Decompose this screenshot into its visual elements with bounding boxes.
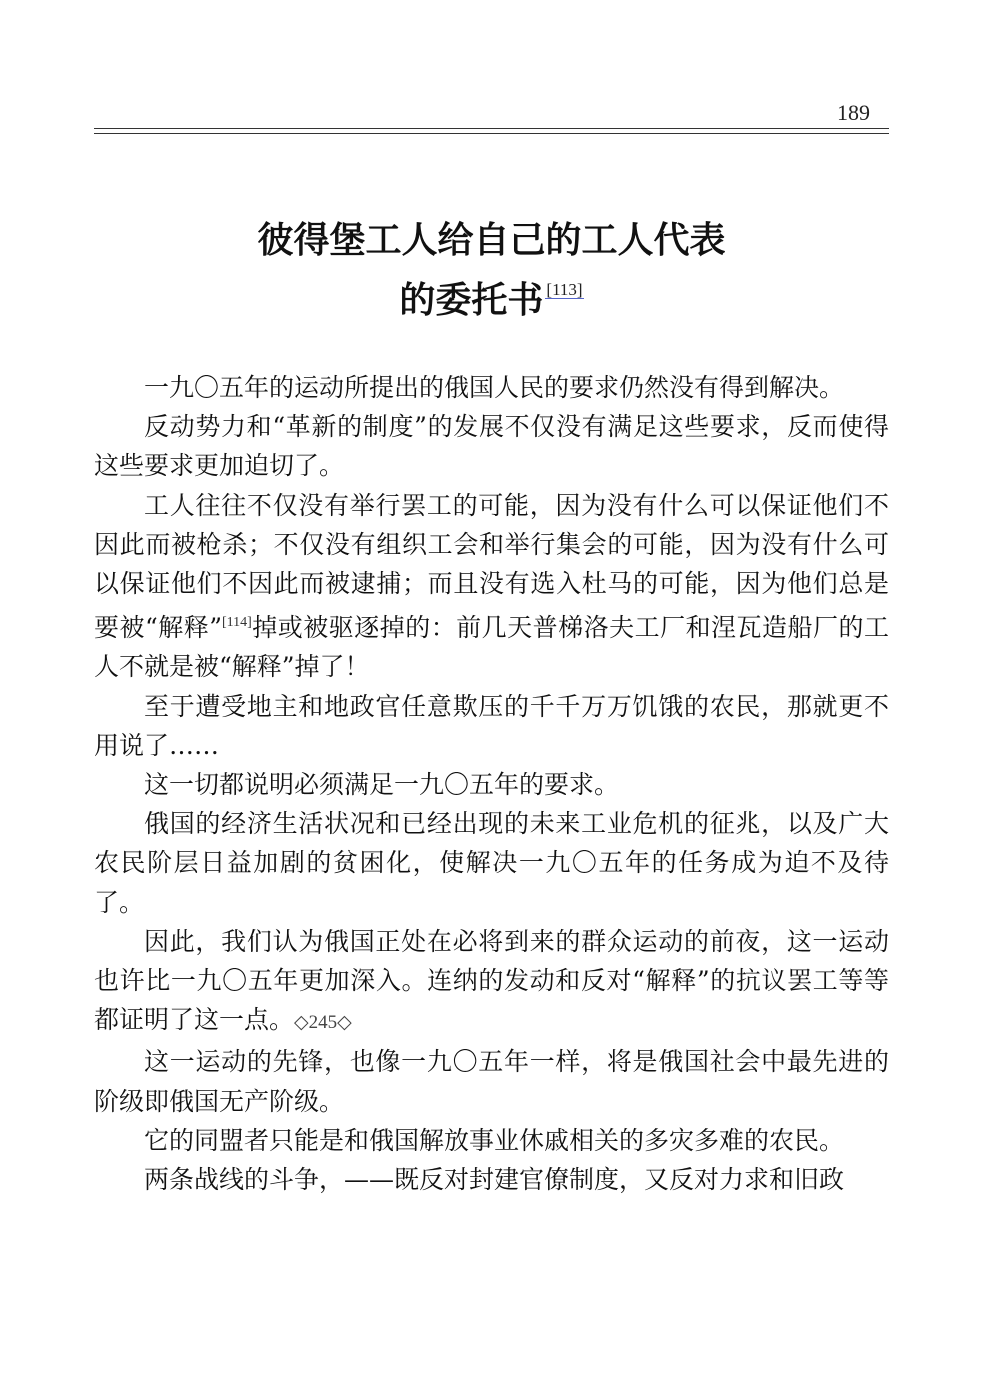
header-rule-bottom: [94, 133, 889, 134]
paragraph: 这一运动的先锋，也像一九〇五年一样，将是俄国社会中最先进的阶级即俄国无产阶级。: [94, 1047, 889, 1116]
title-footnote-ref[interactable]: [545, 280, 583, 299]
paragraph: [94, 922, 889, 1043]
footnote-ref-114[interactable]: [114]: [222, 615, 252, 631]
paragraph: 它的同盟者只能是和俄国解放事业休戚相关的多灾多难的农民。: [144, 1125, 845, 1155]
paragraph-text: 掉或被驱逐掉的：前几天普梯洛夫工厂和涅瓦造船厂的工人不就是被“解释”掉了！: [94, 613, 889, 682]
header-rule-top: [94, 128, 889, 129]
paragraph: 俄国的经济生活状况和已经出现的未来工业危机的征兆，以及广大农民阶层日益加剧的贫困化，使解决一九〇五年的任务成为迫不及待了。: [94, 809, 889, 917]
paragraph-text: 因此，我们认为俄国正处在必将到来的群众运动的前夜，这一运动也许比一九〇五年更加深入。连纳的发动和反对“解释”的抗议罢工等等都证明了这一点。: [94, 926, 889, 1035]
paragraph: 反动势力和“革新的制度”的发展不仅没有满足这些要求，反而使得这些要求更加迫切了。: [94, 412, 889, 481]
body-text: [94, 368, 889, 1199]
paragraph: [94, 486, 889, 687]
paragraph: 至于遭受地主和地政官任意欺压的千千万万饥饿的农民，那就更不用说了……: [94, 691, 889, 760]
paragraph: 这一切都说明必须满足一九〇五年的要求。: [144, 770, 620, 800]
paragraph: 两条战线的斗争，——既反对封建官僚制度，又反对力求和旧政: [144, 1165, 845, 1195]
page-number: 189: [837, 100, 870, 125]
title-line-1: 彼得堡工人给自己的工人代表: [257, 220, 726, 261]
paragraph-text: 工人往往不仅没有举行罢工的可能，因为没有什么可以保证他们不因此而被枪杀；不仅没有组织工会和举行集会的可能，因为没有什么可以保证他们不因此而被逮捕；而且没有选入杜马的可能，因为他们总是要被“解释”: [94, 490, 889, 643]
original-page-marker: ◇245◇: [294, 1012, 352, 1034]
title-line-2-text: 的委托书: [399, 280, 544, 321]
title-line-2: [94, 281, 889, 319]
paragraph: 一九〇五年的运动所提出的俄国人民的要求仍然没有得到解决。: [144, 373, 845, 402]
title-footnote-ref-text: [113]: [546, 280, 583, 299]
